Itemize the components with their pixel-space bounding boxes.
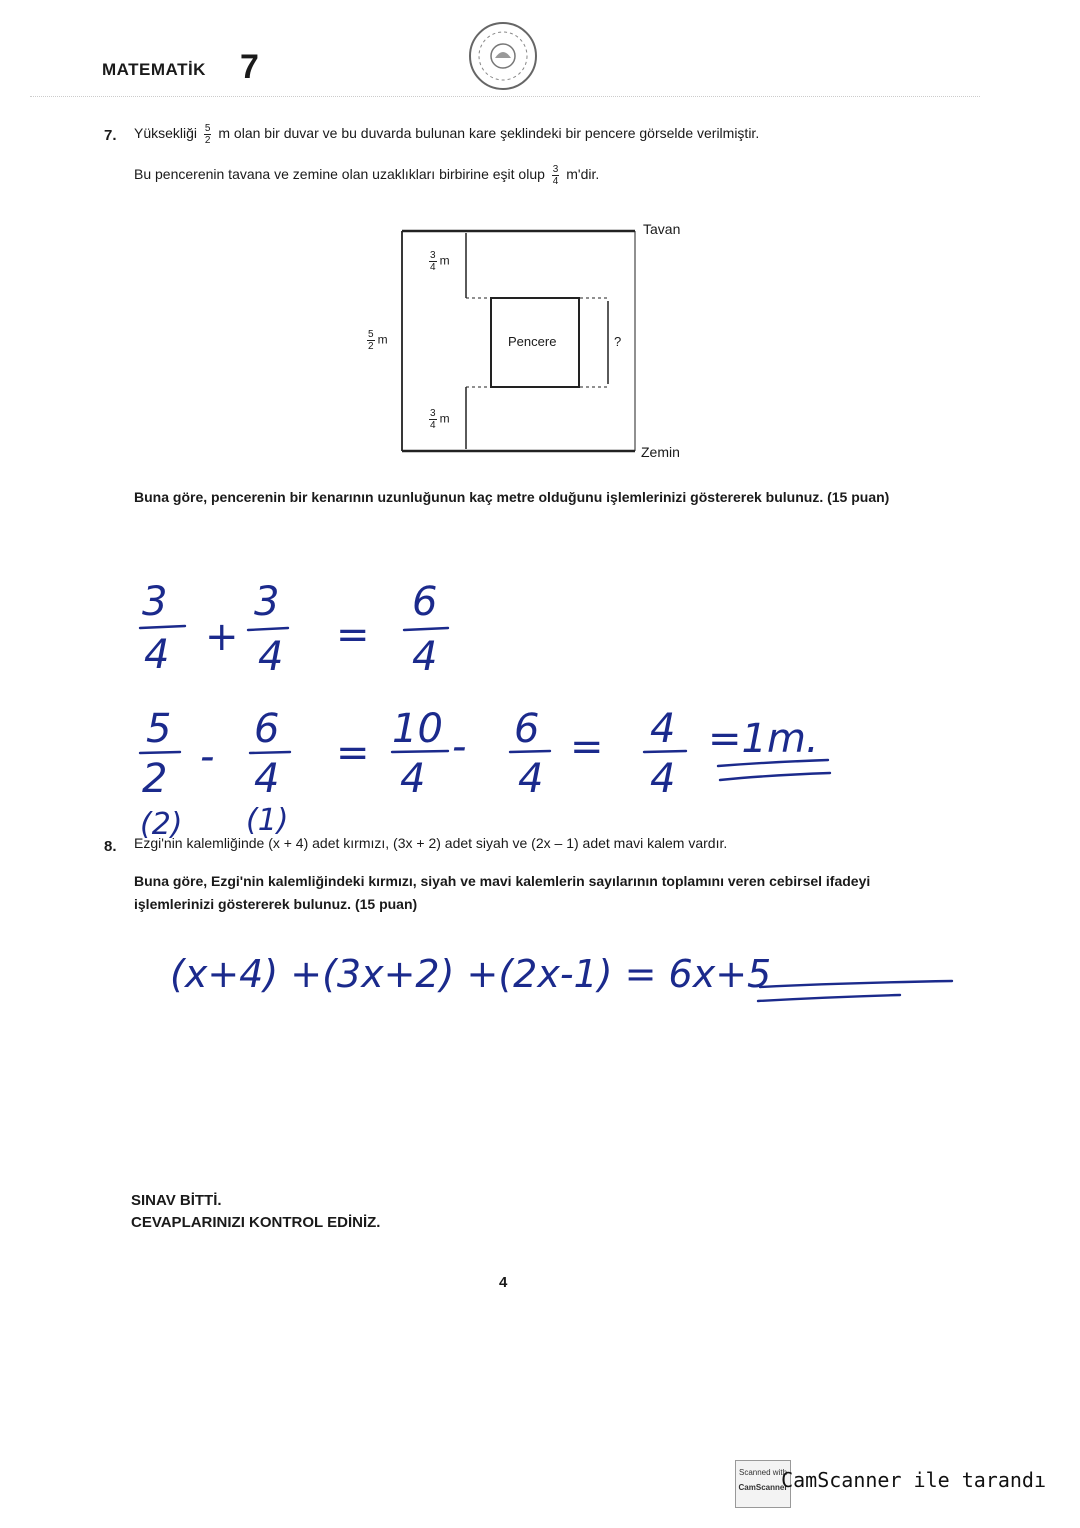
q8-handwritten-answer <box>160 925 960 1025</box>
hw-text: (1) <box>246 803 289 838</box>
q7-line1-pre: Yüksekliği <box>134 125 198 142</box>
underline <box>760 981 952 987</box>
q7-line2-frac <box>552 164 560 187</box>
q7-line2-post: m'dir. <box>566 166 600 183</box>
hw-text: 5 <box>146 706 172 752</box>
unit: m <box>377 332 388 347</box>
top-gap-frac <box>429 250 437 273</box>
fraction-bar <box>392 751 448 752</box>
unit: m <box>439 253 450 268</box>
bottom-gap-frac <box>429 408 437 431</box>
hw-text: = <box>336 612 370 658</box>
hw-text: =1m. <box>708 716 819 762</box>
hw-text: (x+4) +(3x+2) +(2x-1) = 6x+5 <box>170 952 772 996</box>
logo-top-text: Scanned with <box>738 1468 788 1477</box>
wall-height-frac <box>367 329 375 352</box>
floor-label: Zemin <box>641 444 680 460</box>
hw-text: 3 <box>142 579 168 625</box>
fraction-bar <box>404 628 448 630</box>
window-label: Pencere <box>508 334 557 349</box>
q7-number: 7. <box>104 127 117 144</box>
q7-line1-frac <box>204 123 212 146</box>
unknown-side-label: ? <box>614 334 622 349</box>
check-answers-text: CEVAPLARINIZI KONTROL EDİNİZ. <box>131 1214 381 1231</box>
underline <box>720 773 830 780</box>
frac-den: 2 <box>368 341 374 352</box>
underline <box>758 995 900 1001</box>
frac-den: 4 <box>552 176 559 187</box>
hw-text: 4 <box>650 756 676 802</box>
page-number: 4 <box>499 1274 508 1291</box>
fraction-bar <box>140 752 180 753</box>
hw-text: (2) <box>140 807 183 840</box>
hw-text: 6 <box>254 706 280 752</box>
hw-text: 4 <box>650 706 676 752</box>
hw-text: + <box>205 614 239 660</box>
fraction-bar <box>140 626 185 628</box>
header-divider <box>30 96 980 97</box>
hw-text: 4 <box>258 634 284 680</box>
logo-bottom-text: CamScanner <box>738 1483 788 1492</box>
top-gap-label <box>426 250 450 273</box>
q8-text: Ezgi'nin kalemliğinde (x + 4) adet kırmızı, (3x + 2) adet siyah ve (2x – 1) adet mavi kalem vardır. <box>134 835 728 851</box>
exam-end-text: SINAV BİTTİ. <box>131 1192 222 1209</box>
hw-text: 3 <box>254 579 280 625</box>
hw-text: 4 <box>254 756 280 802</box>
hw-text: 10 <box>392 706 443 752</box>
hw-text: = <box>570 724 604 770</box>
ceiling-label: Tavan <box>643 221 681 237</box>
subject-title: MATEMATİK <box>102 60 206 79</box>
hw-text: - <box>200 734 215 780</box>
hw-text: 4 <box>400 756 426 802</box>
grade-number: 7 <box>240 48 259 86</box>
frac-num: 3 <box>430 408 436 419</box>
hw-text: 4 <box>412 634 438 680</box>
q7-handwritten-answer <box>130 570 850 840</box>
q7-line1 <box>134 123 759 146</box>
fraction-bar <box>510 751 550 752</box>
frac-num: 5 <box>368 329 374 340</box>
frac-den: 4 <box>430 262 436 273</box>
hw-text: - <box>452 724 467 770</box>
q8-number: 8. <box>104 838 117 855</box>
frac-num: 3 <box>430 250 436 261</box>
hw-text: 4 <box>518 756 544 802</box>
unit: m <box>439 411 450 426</box>
frac-num: 5 <box>204 123 211 134</box>
frac-den: 2 <box>204 135 211 146</box>
wall-height-label <box>364 329 388 352</box>
fraction-bar <box>250 752 290 753</box>
q7-line1-post: m olan bir duvar ve bu duvarda bulunan kare şeklindeki bir pencere görselde verilmiştir. <box>218 125 760 142</box>
bottom-gap-label <box>426 408 450 431</box>
hw-text: 6 <box>514 706 540 752</box>
frac-num: 3 <box>552 164 559 175</box>
hw-text: 4 <box>144 632 170 678</box>
fraction-bar <box>248 628 288 630</box>
hw-text: 6 <box>412 579 438 625</box>
q8-question: Buna göre, Ezgi'nin kalemliğindeki kırmızı, siyah ve mavi kalemlerin sayılarının toplamını veren cebirsel ifadeyi işlemlerinizi göstererek bulunuz. (15 puan) <box>134 873 871 912</box>
q7-line2-pre: Bu pencerenin tavana ve zemine olan uzaklıkları birbirine eşit olup <box>134 166 545 183</box>
q7-line2 <box>134 164 599 187</box>
frac-den: 4 <box>430 420 436 431</box>
hw-text: = <box>336 730 370 776</box>
fraction-bar <box>644 751 686 752</box>
q7-question: Buna göre, pencerenin bir kenarının uzunluğunun kaç metre olduğunu işlemlerinizi göstererek bulunuz. (15 puan) <box>134 489 890 505</box>
scanner-watermark: CamScanner ile tarandı <box>781 1468 1046 1492</box>
ministry-emblem <box>465 18 541 94</box>
hw-text: 2 <box>142 756 168 802</box>
